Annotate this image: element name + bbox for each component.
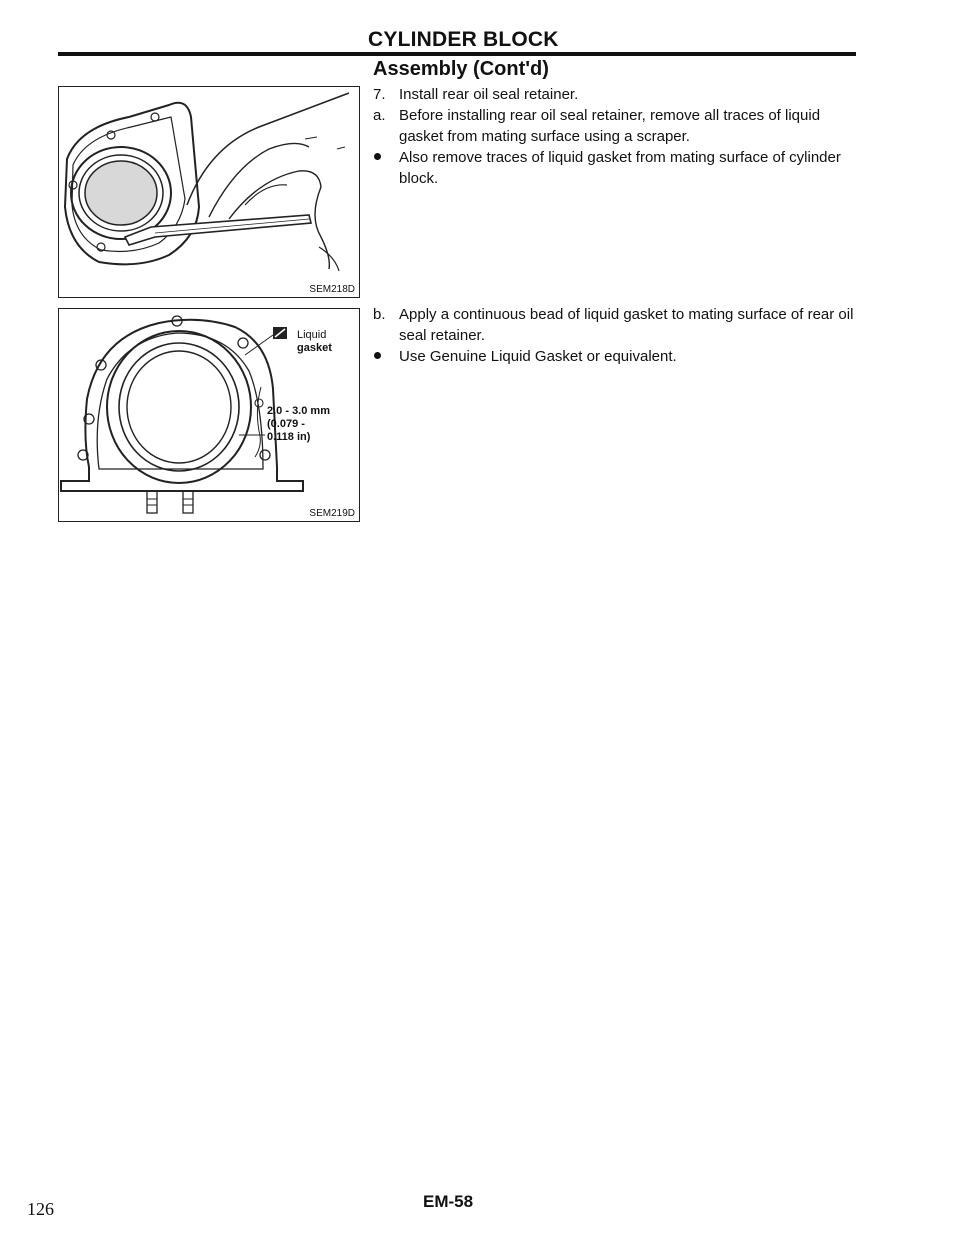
step-row <box>373 105 863 147</box>
figure-scraper <box>58 86 360 298</box>
steps-remove-gasket <box>373 84 863 189</box>
step-text: Use Genuine Liquid Gasket or equivalent. <box>399 348 677 365</box>
page-header-title: CYLINDER BLOCK <box>368 28 559 51</box>
callout-bead-mm: 2.0 - 3.0 mm <box>267 405 330 417</box>
step-text: Before installing rear oil seal retainer, remove all traces of liquid gasket from mating surface using a scraper. <box>399 107 821 145</box>
page-label: EM-58 <box>423 1192 474 1211</box>
figure-id: SEM218D <box>309 284 355 295</box>
step-text: Apply a continuous bead of liquid gasket to mating surface of rear oil seal retainer. <box>399 306 854 344</box>
callout-gasket-line: gasket <box>297 342 332 354</box>
callout-bead-in-end: 0.118 in) <box>267 431 311 443</box>
figure-liquid-gasket <box>58 308 360 522</box>
steps-apply-gasket <box>373 304 863 367</box>
step-marker: b. <box>373 306 386 323</box>
figure-id: SEM219D <box>309 508 355 519</box>
callout-liquid-line: Liquid <box>297 329 327 341</box>
step-row <box>373 147 863 189</box>
header-rule <box>58 52 856 56</box>
step-text: Install rear oil seal retainer. <box>399 86 579 103</box>
section-title: Assembly (Cont'd) <box>373 58 549 80</box>
bullet-icon <box>373 346 399 367</box>
callout-bead-in-start: (0.079 - <box>267 418 305 430</box>
step-text: Also remove traces of liquid gasket from mating surface of cylinder block. <box>399 149 841 187</box>
scraper-illustration <box>59 87 359 297</box>
bullet-icon <box>373 147 399 189</box>
step-row <box>373 304 863 346</box>
step-marker: 7. <box>373 86 386 103</box>
step-marker: a. <box>373 107 386 124</box>
callout-bead-size <box>267 405 330 444</box>
step-row <box>373 84 863 105</box>
step-row <box>373 346 863 367</box>
page-number: 126 <box>27 1199 54 1219</box>
callout-liquid-gasket <box>297 329 332 355</box>
